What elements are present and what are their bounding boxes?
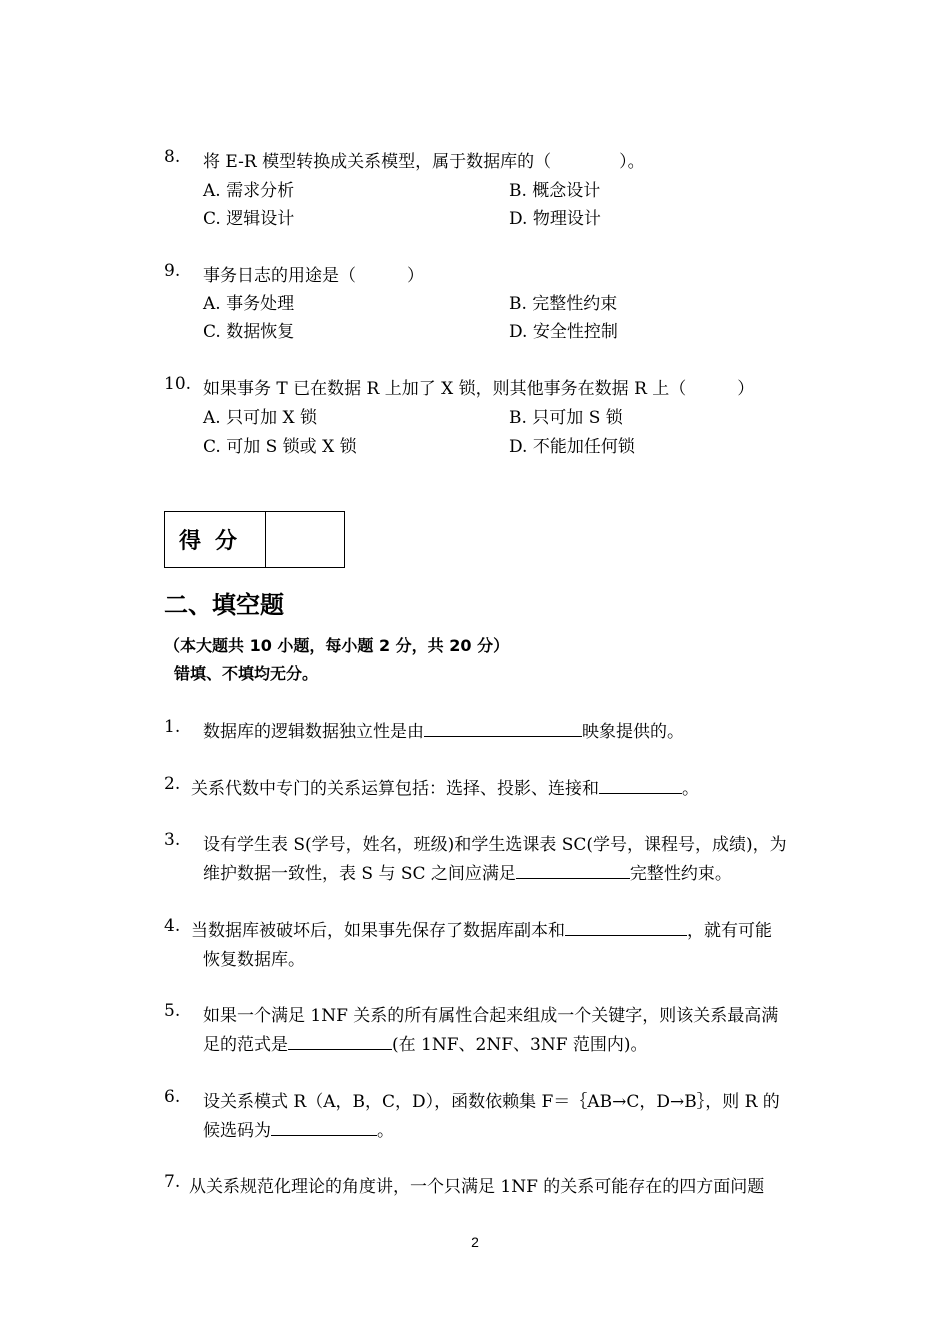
score-label: 得分 bbox=[165, 512, 266, 567]
question-9-option-b: B. 完整性约束 bbox=[509, 294, 618, 314]
question-10-number: 10. bbox=[164, 374, 192, 394]
fill-question-3-number: 3. bbox=[164, 830, 181, 850]
question-8-stem: 将 E-R 模型转换成关系模型，属于数据库的（ ）。 bbox=[203, 152, 645, 172]
section-note-rule: 错填、不填均无分。 bbox=[174, 664, 319, 683]
fill-question-3-line2 bbox=[203, 859, 732, 884]
fill-question-5-line2 bbox=[203, 1030, 648, 1055]
question-9-stem: 事务日志的用途是（ ） bbox=[203, 266, 424, 286]
question-9-number: 9. bbox=[164, 261, 181, 281]
section-note-points: （本大题共 10 小题，每小题 2 分，共 20 分） bbox=[164, 636, 510, 655]
fill-question-6-number: 6. bbox=[164, 1087, 181, 1107]
fill-question-4-number: 4. bbox=[164, 916, 181, 936]
question-10-stem: 如果事务 T 已在数据 R 上加了 X 锁，则其他事务在数据 R 上（ ） bbox=[203, 379, 755, 399]
fill-question-3-blank[interactable] bbox=[516, 862, 630, 879]
fill-question-3-line1: 设有学生表 S(学号，姓名，班级)和学生选课表 SC(学号，课程号，成绩)，为 bbox=[203, 835, 787, 855]
question-9-option-c: C. 数据恢复 bbox=[203, 322, 295, 342]
question-9-option-d: D. 安全性控制 bbox=[509, 322, 618, 342]
score-box bbox=[164, 511, 345, 568]
fill-question-4-text-before: 当数据库被破坏后，如果事先保存了数据库副本和 bbox=[191, 921, 565, 941]
fill-question-1-text-after: 映象提供的。 bbox=[582, 722, 684, 742]
question-8-option-c: C. 逻辑设计 bbox=[203, 209, 295, 229]
fill-question-5-line1: 如果一个满足 1NF 关系的所有属性合起来组成一个关键字，则该关系最高满 bbox=[203, 1006, 779, 1026]
fill-question-2-number: 2. bbox=[164, 774, 181, 794]
question-10-option-a: A. 只可加 X 锁 bbox=[203, 408, 317, 428]
fill-question-1-number: 1. bbox=[164, 717, 181, 737]
fill-question-2-text-after: 。 bbox=[682, 779, 699, 799]
fill-question-1 bbox=[203, 717, 684, 742]
question-8-option-d: D. 物理设计 bbox=[509, 209, 601, 229]
fill-question-7-line1: 从关系规范化理论的角度讲，一个只满足 1NF 的关系可能存在的四方面问题 bbox=[189, 1177, 765, 1197]
question-8-option-b: B. 概念设计 bbox=[509, 181, 601, 201]
fill-question-2 bbox=[191, 774, 699, 799]
question-10-option-d: D. 不能加任何锁 bbox=[509, 437, 635, 457]
fill-question-5-text-before: 足的范式是 bbox=[203, 1035, 288, 1055]
fill-question-5-number: 5. bbox=[164, 1001, 181, 1021]
fill-question-3-text-after: 完整性约束。 bbox=[629, 864, 732, 884]
page-number: 2 bbox=[471, 1234, 479, 1250]
fill-question-2-blank[interactable] bbox=[599, 777, 682, 794]
fill-question-6-text-before: 候选码为 bbox=[203, 1121, 271, 1141]
question-9-option-a: A. 事务处理 bbox=[203, 294, 295, 314]
fill-question-2-text-before: 关系代数中专门的关系运算包括：选择、投影、连接和 bbox=[191, 779, 599, 799]
question-10-option-c: C. 可加 S 锁或 X 锁 bbox=[203, 437, 357, 457]
fill-question-4-line2: 恢复数据库。 bbox=[203, 950, 305, 970]
fill-question-4-text-after: ，就有可能 bbox=[687, 921, 772, 941]
score-value-cell[interactable] bbox=[266, 512, 344, 567]
fill-question-5-text-after: (在 1NF、2NF、3NF 范围内)。 bbox=[392, 1035, 648, 1055]
fill-question-6-line1: 设关系模式 R（A，B，C，D），函数依赖集 F＝｛AB→C，D→B｝，则 R 的 bbox=[203, 1092, 780, 1112]
fill-question-7-number: 7. bbox=[164, 1172, 181, 1192]
fill-question-6-blank[interactable] bbox=[271, 1119, 377, 1136]
fill-question-6-line2 bbox=[203, 1116, 394, 1141]
fill-question-5-blank[interactable] bbox=[288, 1033, 392, 1050]
fill-question-3-text-before: 维护数据一致性，表 S 与 SC 之间应满足 bbox=[203, 864, 516, 884]
fill-question-1-blank[interactable] bbox=[424, 720, 582, 737]
fill-question-4-line1 bbox=[191, 916, 772, 941]
fill-question-6-text-after: 。 bbox=[377, 1121, 394, 1141]
question-10-option-b: B. 只可加 S 锁 bbox=[509, 408, 623, 428]
question-8-number: 8. bbox=[164, 147, 181, 167]
fill-question-1-text-before: 数据库的逻辑数据独立性是由 bbox=[203, 722, 424, 742]
section-title: 二、填空题 bbox=[164, 591, 284, 619]
question-8-option-a: A. 需求分析 bbox=[203, 181, 295, 201]
fill-question-4-blank[interactable] bbox=[565, 919, 687, 936]
